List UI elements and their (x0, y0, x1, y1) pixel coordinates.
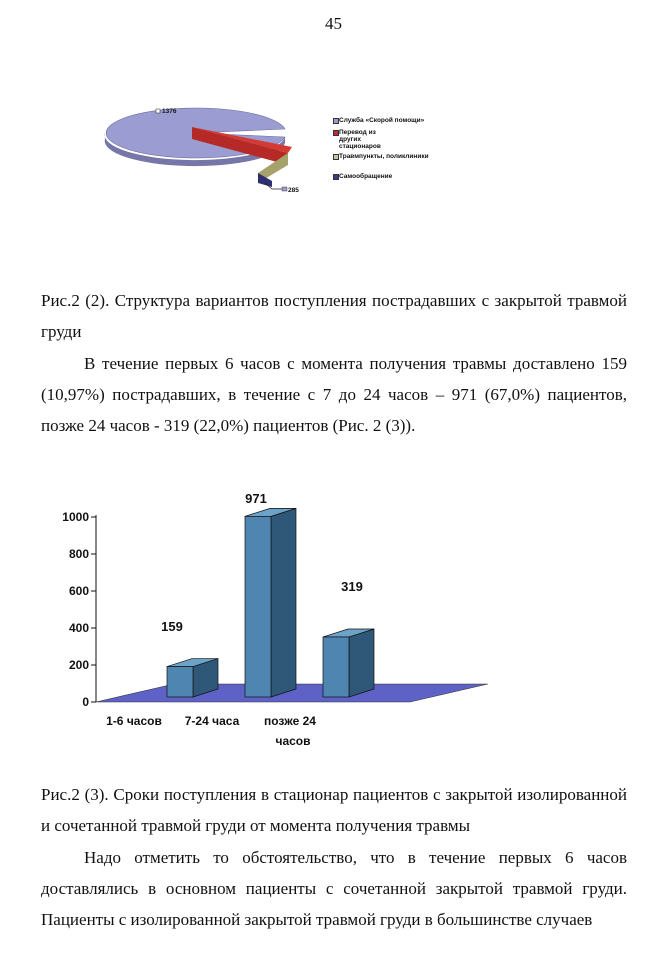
figure-1-caption: Рис.2 (2). Структура вариантов поступления пострадавших с закрытой травмой груди (41, 291, 627, 341)
legend-item (333, 153, 453, 160)
pie-label-small: 285 (288, 187, 299, 194)
pie-label-marker-large (156, 109, 160, 113)
bar-side-face (349, 629, 374, 697)
bar-value-label: 971 (245, 491, 267, 506)
bar-chart-labels (62, 491, 363, 748)
bar (245, 516, 271, 697)
bar-category-label: позже 24 (264, 714, 316, 728)
bar-chart-y-tick-label: 800 (68, 547, 89, 561)
bar-chart-y-tick-label: 600 (68, 584, 89, 598)
pie-label-large: 1376 (162, 108, 177, 115)
bar-chart-y-tick-label: 1000 (62, 510, 89, 524)
page-number: 45 (325, 14, 342, 33)
bar-chart-y-tick-label: 200 (68, 658, 89, 672)
legend-label: Самообращение (339, 173, 393, 180)
bar-chart-bars (167, 508, 374, 697)
bar-chart-y-tick-label: 0 (82, 695, 89, 709)
bar-category-label: часов (275, 734, 311, 748)
bar-category-label: 1-6 часов (106, 714, 162, 728)
legend-swatch (333, 130, 339, 136)
bar-chart-y-tick-label: 400 (68, 621, 89, 635)
bar (167, 667, 193, 697)
bar (323, 637, 349, 697)
pie-label-marker-small (282, 187, 287, 191)
pie-legend (333, 117, 453, 185)
figure-2-caption: Рис.2 (3). Сроки поступления в стационар пациентов с закрытой изолированной и сочетанной травмой груди от момента получения травмы (41, 785, 627, 835)
legend-swatch (333, 118, 339, 124)
bar-category-label: 7-24 часа (184, 714, 240, 728)
legend-label: Служба «Скорой помощи» (339, 117, 425, 124)
legend-label: Травмпункты, поликлиники (339, 153, 429, 160)
legend-label: Перевод из других стационаров (339, 129, 381, 150)
legend-item (333, 129, 393, 150)
bar-value-label: 319 (341, 579, 363, 594)
body-paragraph-1: В течение первых 6 часов с момента получения травмы доставлено 159 (10,97%) пострадавших, в течение с 7 до 24 часов – 971 (67,0%) пациентов, позже 24 часов - 319 (22,0%) пациентов (Рис. 2 (3)). (41, 354, 627, 435)
legend-swatch (333, 174, 339, 180)
bar-side-face (271, 508, 296, 697)
legend-item (333, 117, 453, 124)
body-paragraph-2: Надо отметить то обстоятельство, что в течение первых 6 часов доставлялись в основном пациенты с сочетанной закрытой травмой груди. Пациенты с изолированной закрытой травмой груди в большинстве случаев (41, 848, 627, 929)
bar-value-label: 159 (161, 619, 183, 634)
legend-item (333, 173, 453, 180)
bar-chart (40, 485, 500, 755)
legend-swatch (333, 154, 339, 160)
